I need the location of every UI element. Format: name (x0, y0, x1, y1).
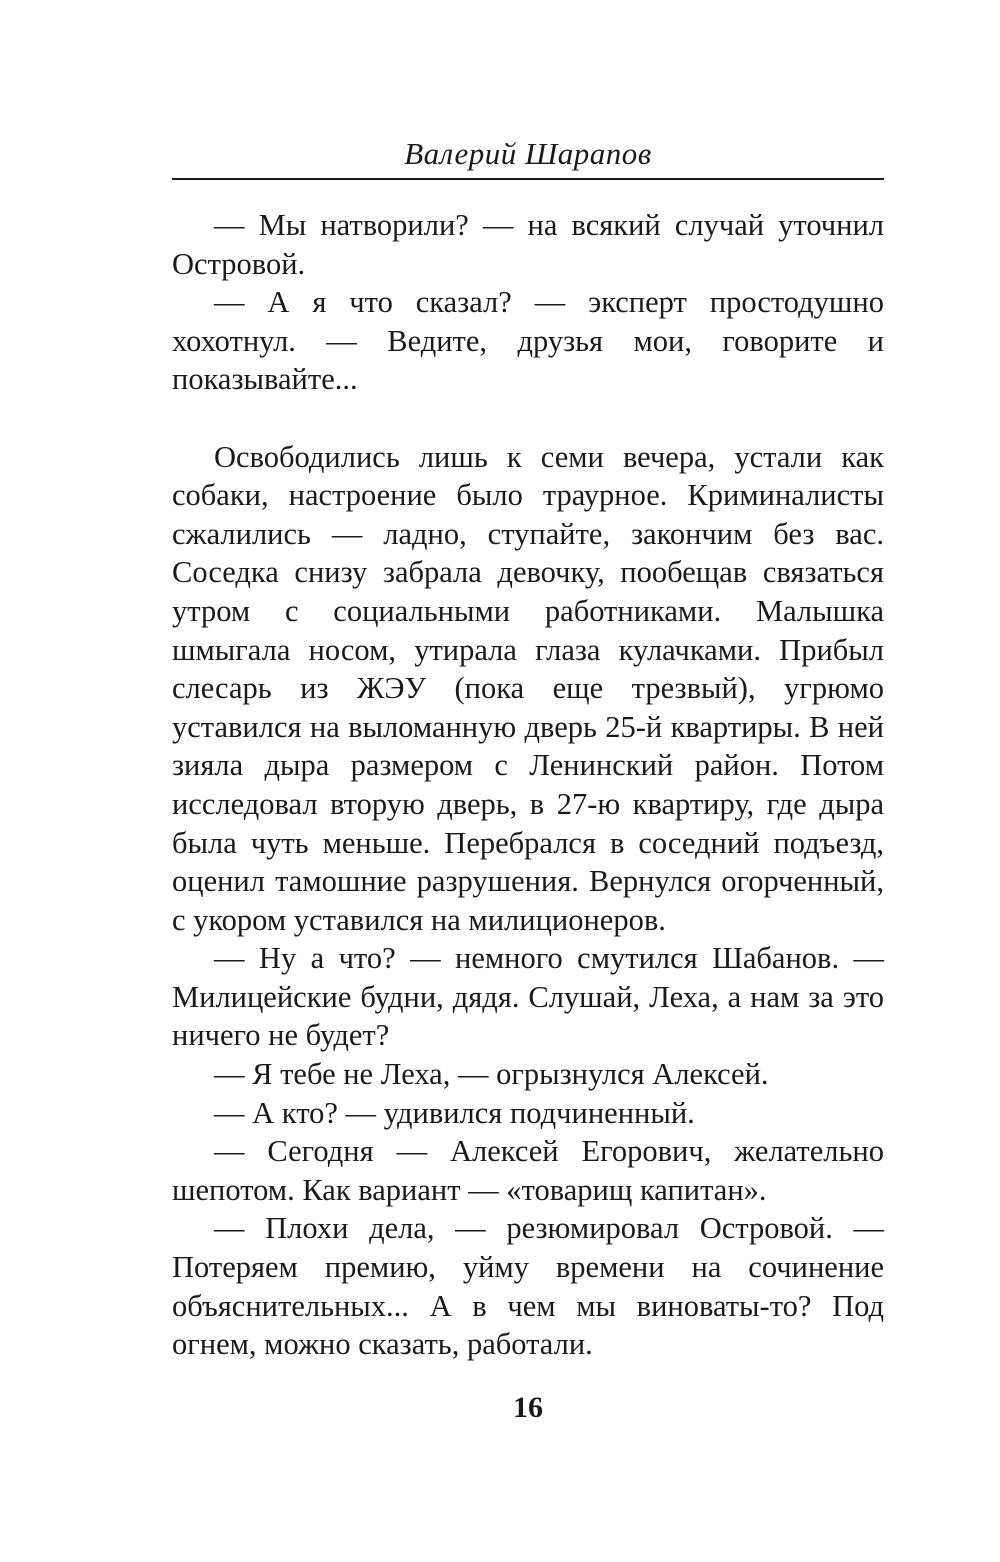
page-number: 16 (513, 1391, 543, 1424)
header-rule (172, 178, 884, 180)
paragraph: — А я что сказал? — эксперт простодушно хохотнул. — Ведите, друзья мои, говорите и показывайте... (172, 285, 884, 397)
body-text (172, 206, 884, 1364)
paragraph: — Ну а что? — немного смутился Шабанов. — Милицейские будни, дядя. Слушай, Леха, а нам за это ничего не будет? (172, 941, 884, 1053)
paragraph: — Сегодня — Алексей Егорович, желательно шепотом. Как вариант — «товарищ капитан». (172, 1134, 884, 1207)
paragraph: — А кто? — удивился подчиненный. (214, 1095, 695, 1130)
running-head-author: Валерий Шарапов (404, 136, 652, 171)
paragraph: — Я тебе не Леха, — огрызнулся Алексей. (214, 1057, 769, 1092)
paragraph: Освободились лишь к семи вечера, устали как собаки, настроение было траурное. Криминалисты сжалились — ладно, ступайте, закончим без вас. Соседка снизу забрала девочку, пообещав связаться утром с социальными работниками. Малышка шмыгала носом, утирала глаза кулачками. Прибыл слесарь из ЖЭУ (пока еще трезвый), угрюмо уставился на выломанную дверь 25-й квартиры. В ней зияла дыра размером с Ленинский район. Потом исследовал вторую дверь, в 27-ю квартиру, где дыра была чуть меньше. Перебрался в соседний подъезд, оценил тамошние разрушения. Вернулся огорченный, с укором уставился на милиционеров. (172, 439, 884, 937)
paragraph: — Плохи дела, — резюмировал Островой. — Потеряем премию, уйму времени на сочинение объяснительных... А в чем мы виноваты-то? Под огнем, можно сказать, работали. (172, 1211, 884, 1362)
paragraph: — Мы натворили? — на всякий случай уточнил Островой. (172, 208, 884, 281)
